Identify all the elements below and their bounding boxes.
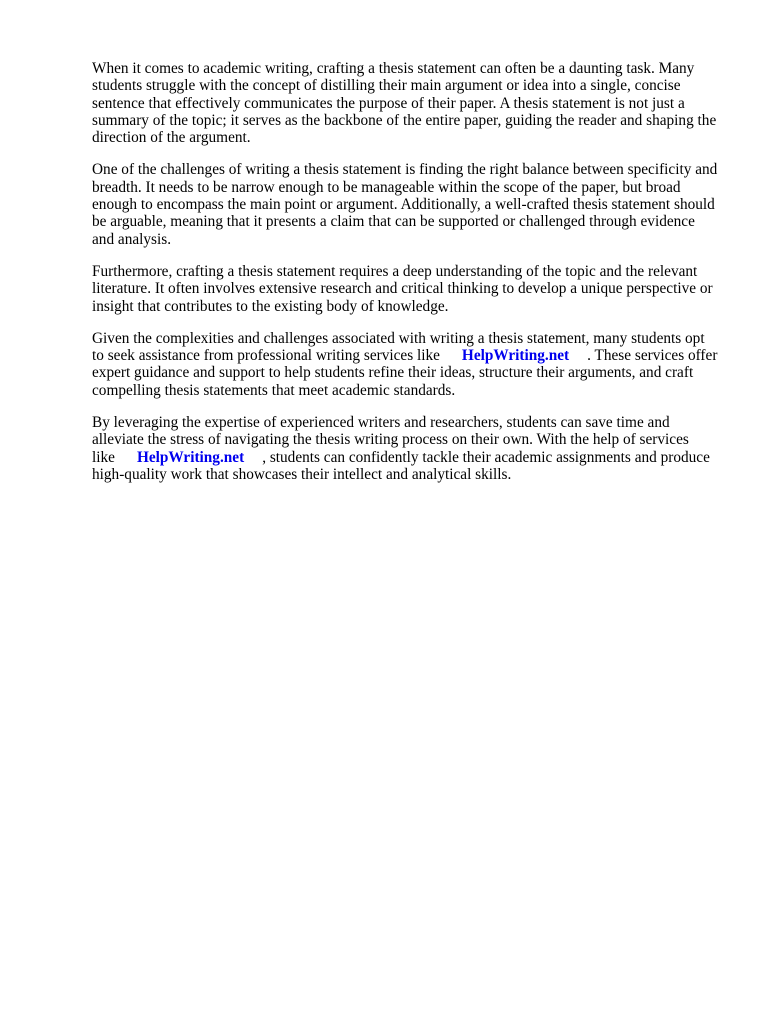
paragraph-assistance-before: Given the complexities and challenges associated with writing a thesis statement, many students opt to seek assistance from professional writing services like xyxy=(92,329,705,365)
helpwriting-link-2[interactable]: HelpWriting.net xyxy=(136,448,245,466)
helpwriting-link[interactable]: HelpWriting.net xyxy=(461,347,570,365)
paragraph-leveraging-before: By leveraging the expertise of experienced writers and researchers, students can save time and alleviate the stress of navigating the thesis writing process on their own. With the help of services like xyxy=(92,414,689,466)
paragraph-leveraging xyxy=(92,414,720,483)
paragraph-intro: When it comes to academic writing, crafting a thesis statement can often be a daunting task. Many students struggle with the concept of distilling their main argument or idea into a single, concise sentence that effectively communicates the purpose of their paper. A thesis statement is not just a summary of the topic; it serves as the backbone of the entire paper, guiding the reader and shaping the direction of the argument. xyxy=(92,60,717,147)
paragraph-assistance-after: . These services offer expert guidance and support to help students refine their ideas, structure their arguments, and craft compelling thesis statements that meet academic standards. xyxy=(92,347,718,399)
paragraph-understanding: Furthermore, crafting a thesis statement requires a deep understanding of the topic and the relevant literature. It often involves extensive research and critical thinking to develop a unique perspective or insight that contributes to the existing body of knowledge. xyxy=(92,262,713,315)
paragraph-leveraging-after: , students can confidently tackle their academic assignments and produce high-quality work that showcases their intellect and analytical skills. xyxy=(92,448,710,483)
paragraph-challenges: One of the challenges of writing a thesis statement is finding the right balance between specificity and breadth. It needs to be narrow enough to be manageable within the scope of the paper, but broad enough to encompass the main point or argument. Additionally, a well-crafted thesis statement should be arguable, meaning that it presents a claim that can be supported or challenged through evidence and analysis. xyxy=(92,161,718,248)
document-body xyxy=(92,60,720,498)
paragraph-assistance xyxy=(92,330,720,399)
